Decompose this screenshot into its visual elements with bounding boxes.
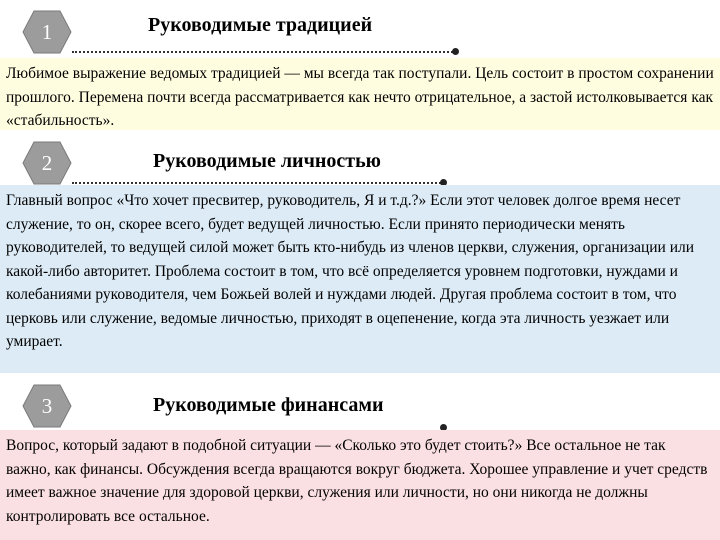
section-1-text: Любимое выражение ведомых традицией — мы всегда так поступали. Цель состоит в простом сохранении прошлого. Перемена почти всегда рассматривается как нечто отрицательное, а застой истолковывается как «стабильность».: [0, 58, 720, 130]
section-3-number-hexagon: [22, 384, 72, 428]
section-2-heading: Руководимые личностью: [153, 150, 381, 172]
section-1-divider-dot: [452, 48, 459, 55]
section-1-divider: [72, 51, 456, 53]
section-1-number: 1: [41, 19, 53, 44]
section-2-number: 2: [41, 150, 53, 175]
section-2-divider: [72, 182, 444, 184]
section-1-number-hexagon: [22, 10, 72, 54]
section-3-heading: Руководимые финансами: [153, 394, 384, 416]
section-1-heading: Руководимые традицией: [148, 14, 373, 36]
section-3-text: Вопрос, который задают в подобной ситуации — «Сколько это будет стоить?» Все остальное не так важно, как финансы. Обсуждения всегда вращаются вокруг бюджета. Хорошее управление и учет средств имеет важное значение для здоровой церкви, служения или личности, но они никогда не должны контролировать все остальное.: [0, 430, 720, 540]
section-2-number-hexagon: [22, 141, 72, 185]
section-2-text: Главный вопрос «Что хочет пресвитер, руководитель, Я и т.д.?» Если этот человек долгое время несет служение, то он, скорее всего, будет ведущей личностью. Если принято периодически менять руководителей, то ведущей силой может быть кто-нибудь из членов церкви, служения, организации или какой-либо авторитет. Проблема состоит в том, что всё определяется уровнем подготовки, нуждами и колебаниями руководителя, чем Божьей волей и нуждами людей. Другая проблема состоит в том, что церковь или служение, ведомые личностью, приходят в оцепенение, когда эта личность уезжает или умирает.: [0, 185, 720, 373]
section-3-number: 3: [41, 393, 53, 418]
